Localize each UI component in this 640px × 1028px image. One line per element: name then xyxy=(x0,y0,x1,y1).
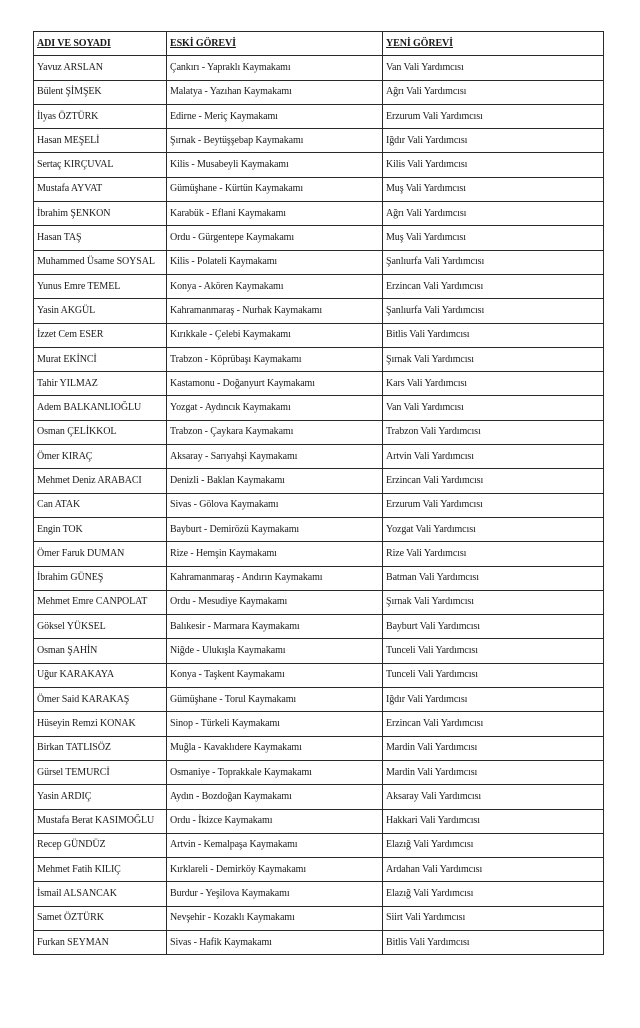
old-position-cell: Kahramanmaraş - Andırın Kaymakamı xyxy=(167,566,383,590)
table-row xyxy=(34,833,604,857)
table-row xyxy=(34,760,604,784)
old-position-cell: Trabzon - Köprübaşı Kaymakamı xyxy=(167,347,383,371)
old-position-cell: Sivas - Gölova Kaymakamı xyxy=(167,493,383,517)
table-row xyxy=(34,153,604,177)
new-position-cell: Elazığ Vali Yardımcısı xyxy=(383,833,604,857)
new-position-cell: Şanlıurfa Vali Yardımcısı xyxy=(383,250,604,274)
new-position-cell: Muş Vali Yardımcısı xyxy=(383,226,604,250)
table-row xyxy=(34,323,604,347)
name-cell: Muhammed Üsame SOYSAL xyxy=(34,250,167,274)
table-row xyxy=(34,930,604,954)
old-position-cell: Niğde - Ulukışla Kaymakamı xyxy=(167,639,383,663)
name-cell: Uğur KARAKAYA xyxy=(34,663,167,687)
table-row xyxy=(34,542,604,566)
new-position-cell: Elazığ Vali Yardımcısı xyxy=(383,882,604,906)
old-position-cell: Ordu - İkizce Kaymakamı xyxy=(167,809,383,833)
name-cell: İbrahim ŞENKON xyxy=(34,202,167,226)
table-row xyxy=(34,396,604,420)
new-position-cell: Aksaray Vali Yardımcısı xyxy=(383,785,604,809)
old-position-cell: Denizli - Baklan Kaymakamı xyxy=(167,469,383,493)
name-cell: Yavuz ARSLAN xyxy=(34,56,167,80)
new-position-cell: Artvin Vali Yardımcısı xyxy=(383,445,604,469)
name-cell: Yunus Emre TEMEL xyxy=(34,274,167,298)
table-row xyxy=(34,347,604,371)
name-cell: Ömer Faruk DUMAN xyxy=(34,542,167,566)
new-position-cell: Batman Vali Yardımcısı xyxy=(383,566,604,590)
old-position-cell: Nevşehir - Kozaklı Kaymakamı xyxy=(167,906,383,930)
new-position-cell: Şırnak Vali Yardımcısı xyxy=(383,590,604,614)
new-position-cell: Rize Vali Yardımcısı xyxy=(383,542,604,566)
new-position-cell: Erzincan Vali Yardımcısı xyxy=(383,469,604,493)
new-position-cell: Muş Vali Yardımcısı xyxy=(383,177,604,201)
new-position-cell: Erzincan Vali Yardımcısı xyxy=(383,274,604,298)
table-row xyxy=(34,250,604,274)
table-row xyxy=(34,299,604,323)
name-cell: Samet ÖZTÜRK xyxy=(34,906,167,930)
new-position-cell: Trabzon Vali Yardımcısı xyxy=(383,420,604,444)
new-position-cell: Van Vali Yardımcısı xyxy=(383,396,604,420)
old-position-cell: Kahramanmaraş - Nurhak Kaymakamı xyxy=(167,299,383,323)
name-cell: Furkan SEYMAN xyxy=(34,930,167,954)
name-cell: İlyas ÖZTÜRK xyxy=(34,104,167,128)
old-position-cell: Rize - Hemşin Kaymakamı xyxy=(167,542,383,566)
new-position-cell: Mardin Vali Yardımcısı xyxy=(383,736,604,760)
table-row xyxy=(34,809,604,833)
name-cell: Hasan TAŞ xyxy=(34,226,167,250)
table-row xyxy=(34,226,604,250)
old-position-cell: Trabzon - Çaykara Kaymakamı xyxy=(167,420,383,444)
name-cell: Murat EKİNCİ xyxy=(34,347,167,371)
table-row xyxy=(34,712,604,736)
name-cell: Hasan MEŞELİ xyxy=(34,129,167,153)
name-cell: Can ATAK xyxy=(34,493,167,517)
new-position-cell: Kilis Vali Yardımcısı xyxy=(383,153,604,177)
new-position-cell: Iğdır Vali Yardımcısı xyxy=(383,688,604,712)
table-row xyxy=(34,736,604,760)
old-position-cell: Gümüşhane - Kürtün Kaymakamı xyxy=(167,177,383,201)
table-row xyxy=(34,906,604,930)
new-position-cell: Hakkari Vali Yardımcısı xyxy=(383,809,604,833)
old-position-cell: Kastamonu - Doğanyurt Kaymakamı xyxy=(167,372,383,396)
table-row xyxy=(34,177,604,201)
old-position-cell: Çankırı - Yapraklı Kaymakamı xyxy=(167,56,383,80)
name-cell: Gürsel TEMURCİ xyxy=(34,760,167,784)
table-row xyxy=(34,202,604,226)
new-position-cell: Bayburt Vali Yardımcısı xyxy=(383,615,604,639)
header-name: ADI VE SOYADI xyxy=(34,32,167,56)
old-position-cell: Gümüşhane - Torul Kaymakamı xyxy=(167,688,383,712)
new-position-cell: Kars Vali Yardımcısı xyxy=(383,372,604,396)
name-cell: Yasin AKGÜL xyxy=(34,299,167,323)
new-position-cell: Tunceli Vali Yardımcısı xyxy=(383,639,604,663)
old-position-cell: Ordu - Mesudiye Kaymakamı xyxy=(167,590,383,614)
table-row xyxy=(34,663,604,687)
table-row xyxy=(34,493,604,517)
new-position-cell: Ağrı Vali Yardımcısı xyxy=(383,202,604,226)
table-row xyxy=(34,56,604,80)
old-position-cell: Aksaray - Sarıyahşi Kaymakamı xyxy=(167,445,383,469)
old-position-cell: Malatya - Yazıhan Kaymakamı xyxy=(167,80,383,104)
old-position-cell: Balıkesir - Marmara Kaymakamı xyxy=(167,615,383,639)
old-position-cell: Şırnak - Beytüşşebap Kaymakamı xyxy=(167,129,383,153)
name-cell: Mustafa Berat KASIMOĞLU xyxy=(34,809,167,833)
header-new-position: YENİ GÖREVİ xyxy=(383,32,604,56)
name-cell: Birkan TATLISÖZ xyxy=(34,736,167,760)
table-row xyxy=(34,566,604,590)
table-header-row xyxy=(34,32,604,56)
old-position-cell: Yozgat - Aydıncık Kaymakamı xyxy=(167,396,383,420)
new-position-cell: Bitlis Vali Yardımcısı xyxy=(383,930,604,954)
name-cell: Recep GÜNDÜZ xyxy=(34,833,167,857)
name-cell: Adem BALKANLIOĞLU xyxy=(34,396,167,420)
old-position-cell: Bayburt - Demirözü Kaymakamı xyxy=(167,517,383,541)
name-cell: Ömer Said KARAKAŞ xyxy=(34,688,167,712)
table-row xyxy=(34,80,604,104)
appointments-table xyxy=(33,31,604,955)
old-position-cell: Konya - Taşkent Kaymakamı xyxy=(167,663,383,687)
old-position-cell: Ordu - Gürgentepe Kaymakamı xyxy=(167,226,383,250)
table-row xyxy=(34,274,604,298)
old-position-cell: Sivas - Hafik Kaymakamı xyxy=(167,930,383,954)
new-position-cell: Erzurum Vali Yardımcısı xyxy=(383,493,604,517)
name-cell: İsmail ALSANCAK xyxy=(34,882,167,906)
name-cell: Yasin ARDIÇ xyxy=(34,785,167,809)
table-row xyxy=(34,688,604,712)
old-position-cell: Muğla - Kavaklıdere Kaymakamı xyxy=(167,736,383,760)
name-cell: Hüseyin Remzi KONAK xyxy=(34,712,167,736)
table-row xyxy=(34,104,604,128)
table-row xyxy=(34,639,604,663)
new-position-cell: Tunceli Vali Yardımcısı xyxy=(383,663,604,687)
old-position-cell: Karabük - Eflani Kaymakamı xyxy=(167,202,383,226)
new-position-cell: Ağrı Vali Yardımcısı xyxy=(383,80,604,104)
name-cell: Tahir YILMAZ xyxy=(34,372,167,396)
new-position-cell: Erzincan Vali Yardımcısı xyxy=(383,712,604,736)
table-row xyxy=(34,372,604,396)
old-position-cell: Burdur - Yeşilova Kaymakamı xyxy=(167,882,383,906)
table-row xyxy=(34,615,604,639)
old-position-cell: Sinop - Türkeli Kaymakamı xyxy=(167,712,383,736)
new-position-cell: Van Vali Yardımcısı xyxy=(383,56,604,80)
old-position-cell: Osmaniye - Toprakkale Kaymakamı xyxy=(167,760,383,784)
new-position-cell: Şırnak Vali Yardımcısı xyxy=(383,347,604,371)
table-row xyxy=(34,590,604,614)
name-cell: Mehmet Fatih KILIÇ xyxy=(34,858,167,882)
new-position-cell: Ardahan Vali Yardımcısı xyxy=(383,858,604,882)
new-position-cell: Siirt Vali Yardımcısı xyxy=(383,906,604,930)
new-position-cell: Iğdır Vali Yardımcısı xyxy=(383,129,604,153)
name-cell: Mehmet Deniz ARABACI xyxy=(34,469,167,493)
table-row xyxy=(34,420,604,444)
table-body xyxy=(34,56,604,955)
name-cell: Osman ŞAHİN xyxy=(34,639,167,663)
name-cell: İzzet Cem ESER xyxy=(34,323,167,347)
old-position-cell: Kırklareli - Demirköy Kaymakamı xyxy=(167,858,383,882)
new-position-cell: Şanlıurfa Vali Yardımcısı xyxy=(383,299,604,323)
new-position-cell: Erzurum Vali Yardımcısı xyxy=(383,104,604,128)
old-position-cell: Artvin - Kemalpaşa Kaymakamı xyxy=(167,833,383,857)
name-cell: Engin TOK xyxy=(34,517,167,541)
name-cell: İbrahim GÜNEŞ xyxy=(34,566,167,590)
old-position-cell: Kırıkkale - Çelebi Kaymakamı xyxy=(167,323,383,347)
name-cell: Mehmet Emre CANPOLAT xyxy=(34,590,167,614)
header-old-position: ESKİ GÖREVİ xyxy=(167,32,383,56)
new-position-cell: Yozgat Vali Yardımcısı xyxy=(383,517,604,541)
old-position-cell: Kilis - Musabeyli Kaymakamı xyxy=(167,153,383,177)
table-row xyxy=(34,445,604,469)
name-cell: Mustafa AYVAT xyxy=(34,177,167,201)
table-row xyxy=(34,517,604,541)
name-cell: Osman ÇELİKKOL xyxy=(34,420,167,444)
table-row xyxy=(34,469,604,493)
name-cell: Göksel YÜKSEL xyxy=(34,615,167,639)
old-position-cell: Konya - Akören Kaymakamı xyxy=(167,274,383,298)
old-position-cell: Aydın - Bozdoğan Kaymakamı xyxy=(167,785,383,809)
table-row xyxy=(34,858,604,882)
table-row xyxy=(34,882,604,906)
old-position-cell: Kilis - Polateli Kaymakamı xyxy=(167,250,383,274)
table-row xyxy=(34,785,604,809)
old-position-cell: Edirne - Meriç Kaymakamı xyxy=(167,104,383,128)
name-cell: Ömer KIRAÇ xyxy=(34,445,167,469)
name-cell: Sertaç KIRÇUVAL xyxy=(34,153,167,177)
new-position-cell: Bitlis Vali Yardımcısı xyxy=(383,323,604,347)
new-position-cell: Mardin Vali Yardımcısı xyxy=(383,760,604,784)
name-cell: Bülent ŞİMŞEK xyxy=(34,80,167,104)
table-row xyxy=(34,129,604,153)
